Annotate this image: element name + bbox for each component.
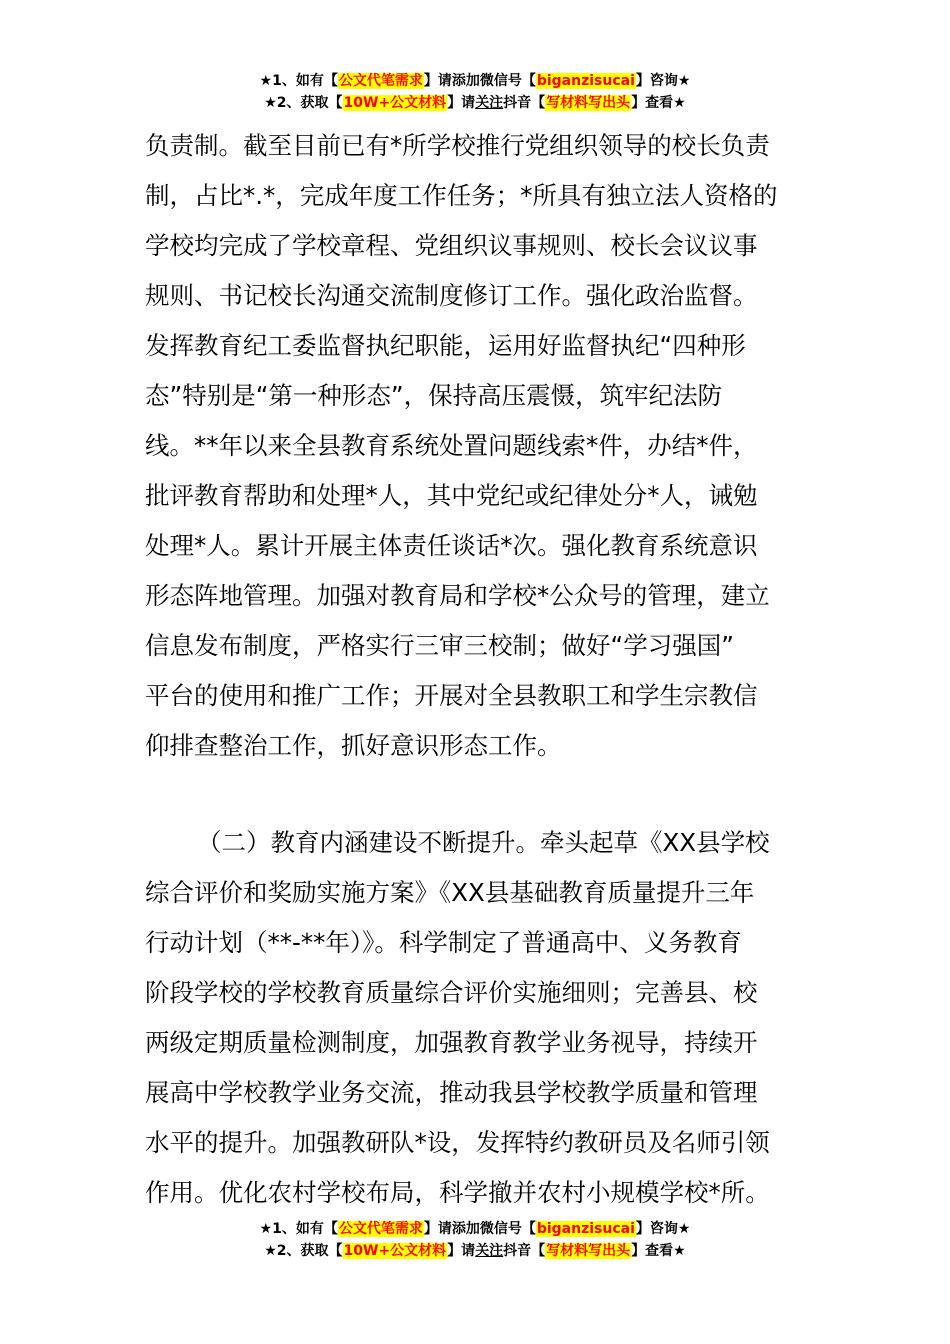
banner-text: 微信号【 (479, 73, 536, 89)
banner-text: 】咨询★ (635, 73, 691, 89)
banner-text: 】查看★ (631, 95, 686, 111)
banner-text: 】请添 (423, 1221, 466, 1237)
footer-banner (0, 1218, 950, 1262)
text-line: 行动计划（**-**年）》。科学制定了普通高中、义务教育 (145, 928, 742, 957)
text-line: 展高中学校教学业务交流，推动我县学校教学质量和管理 (145, 1078, 758, 1107)
paragraph-1 (145, 121, 813, 771)
banner-highlight: 10W+公文材料 (343, 95, 447, 111)
banner-text: ★1、如有【 (259, 73, 338, 89)
text-line: 线。**年以来全县教育系统处置问题线索*件，办结*件， (145, 431, 758, 460)
banner-text: 】请 (447, 95, 476, 111)
text-line: 态”特别是“第一种形态”，保持高压震慑，筑牢纪法防 (145, 381, 723, 410)
banner-highlight: 公文代笔需求 (338, 1221, 423, 1237)
banner-highlight: 10W+公文材料 (343, 1243, 447, 1259)
paragraph-2 (145, 818, 813, 1218)
banner-text: 抖音【 (503, 1243, 546, 1259)
banner-text: ★2、获取【 (264, 1243, 343, 1259)
text-line: 负责制。截至目前已有*所学校推行党组织领导的校长负责 (145, 131, 770, 160)
text-line: 发挥教育纪工委监督执纪职能，运用好监督执纪“四种形 (145, 331, 746, 360)
text-line: 批评教育帮助和处理*人，其中党纪或纪律处分*人，诫勉 (145, 481, 758, 510)
banner-highlight: biganzisucai (536, 73, 635, 89)
banner-emphasis: 加 (465, 1221, 480, 1237)
text-line: 水平的提升。加强教研队*设，发挥特约教研员及名师引领 (145, 1128, 770, 1157)
banner-emphasis: 关注 (475, 95, 504, 111)
banner-text: ★1、如有【 (259, 1221, 338, 1237)
banner-line-2 (0, 92, 950, 114)
text-line: 学校均完成了学校章程、党组织议事规则、校长会议议事 (145, 231, 758, 260)
text-line: 综合评价和奖励实施方案》《XX县基础教育质量提升三年 (145, 878, 755, 907)
banner-highlight: 写材料写出头 (546, 1243, 631, 1259)
section-heading-line: （二）教育内涵建设不断提升。牵头起草《XX县学校 (197, 828, 770, 857)
banner-line-1 (0, 1218, 950, 1240)
banner-text: ★2、获取【 (264, 95, 343, 111)
banner-line-1 (0, 70, 950, 92)
banner-text: 】请添 (423, 73, 466, 89)
text-line: 处理*人。累计开展主体责任谈话*次。强化教育系统意识 (145, 531, 758, 560)
text-line: 两级定期质量检测制度，加强教育教学业务视导，持续开 (145, 1028, 758, 1057)
text-line: 形态阵地管理。加强对教育局和学校*公众号的管理，建立 (145, 581, 770, 610)
banner-line-2 (0, 1240, 950, 1262)
banner-text: 】请 (447, 1243, 476, 1259)
text-line: 制，占比*.*，完成年度工作任务；*所具有独立法人资格的 (145, 181, 778, 210)
banner-text: 】查看★ (631, 1243, 686, 1259)
text-line: 阶段学校的学校教育质量综合评价实施细则；完善县、校 (145, 978, 758, 1007)
banner-highlight: 公文代笔需求 (338, 73, 423, 89)
banner-highlight: biganzisucai (536, 1221, 635, 1237)
text-line: 平台的使用和推广工作；开展对全县教职工和学生宗教信 (145, 681, 758, 710)
text-line: 信息发布制度，严格实行三审三校制；做好“学习强国” (145, 631, 734, 660)
text-line: 仰排查整治工作，抓好意识形态工作。 (145, 731, 562, 760)
text-line: 作用。优化农村学校布局，科学撤并农村小规模学校*所。 (145, 1178, 770, 1207)
banner-text: 抖音【 (503, 95, 546, 111)
header-banner (0, 70, 950, 114)
banner-text: 微信号【 (479, 1221, 536, 1237)
text-line: 规则、书记校长沟通交流制度修订工作。强化政治监督。 (145, 281, 758, 310)
banner-highlight: 写材料写出头 (546, 95, 631, 111)
banner-emphasis: 加 (465, 73, 480, 89)
banner-text: 】咨询★ (635, 1221, 691, 1237)
banner-emphasis: 关注 (475, 1243, 504, 1259)
